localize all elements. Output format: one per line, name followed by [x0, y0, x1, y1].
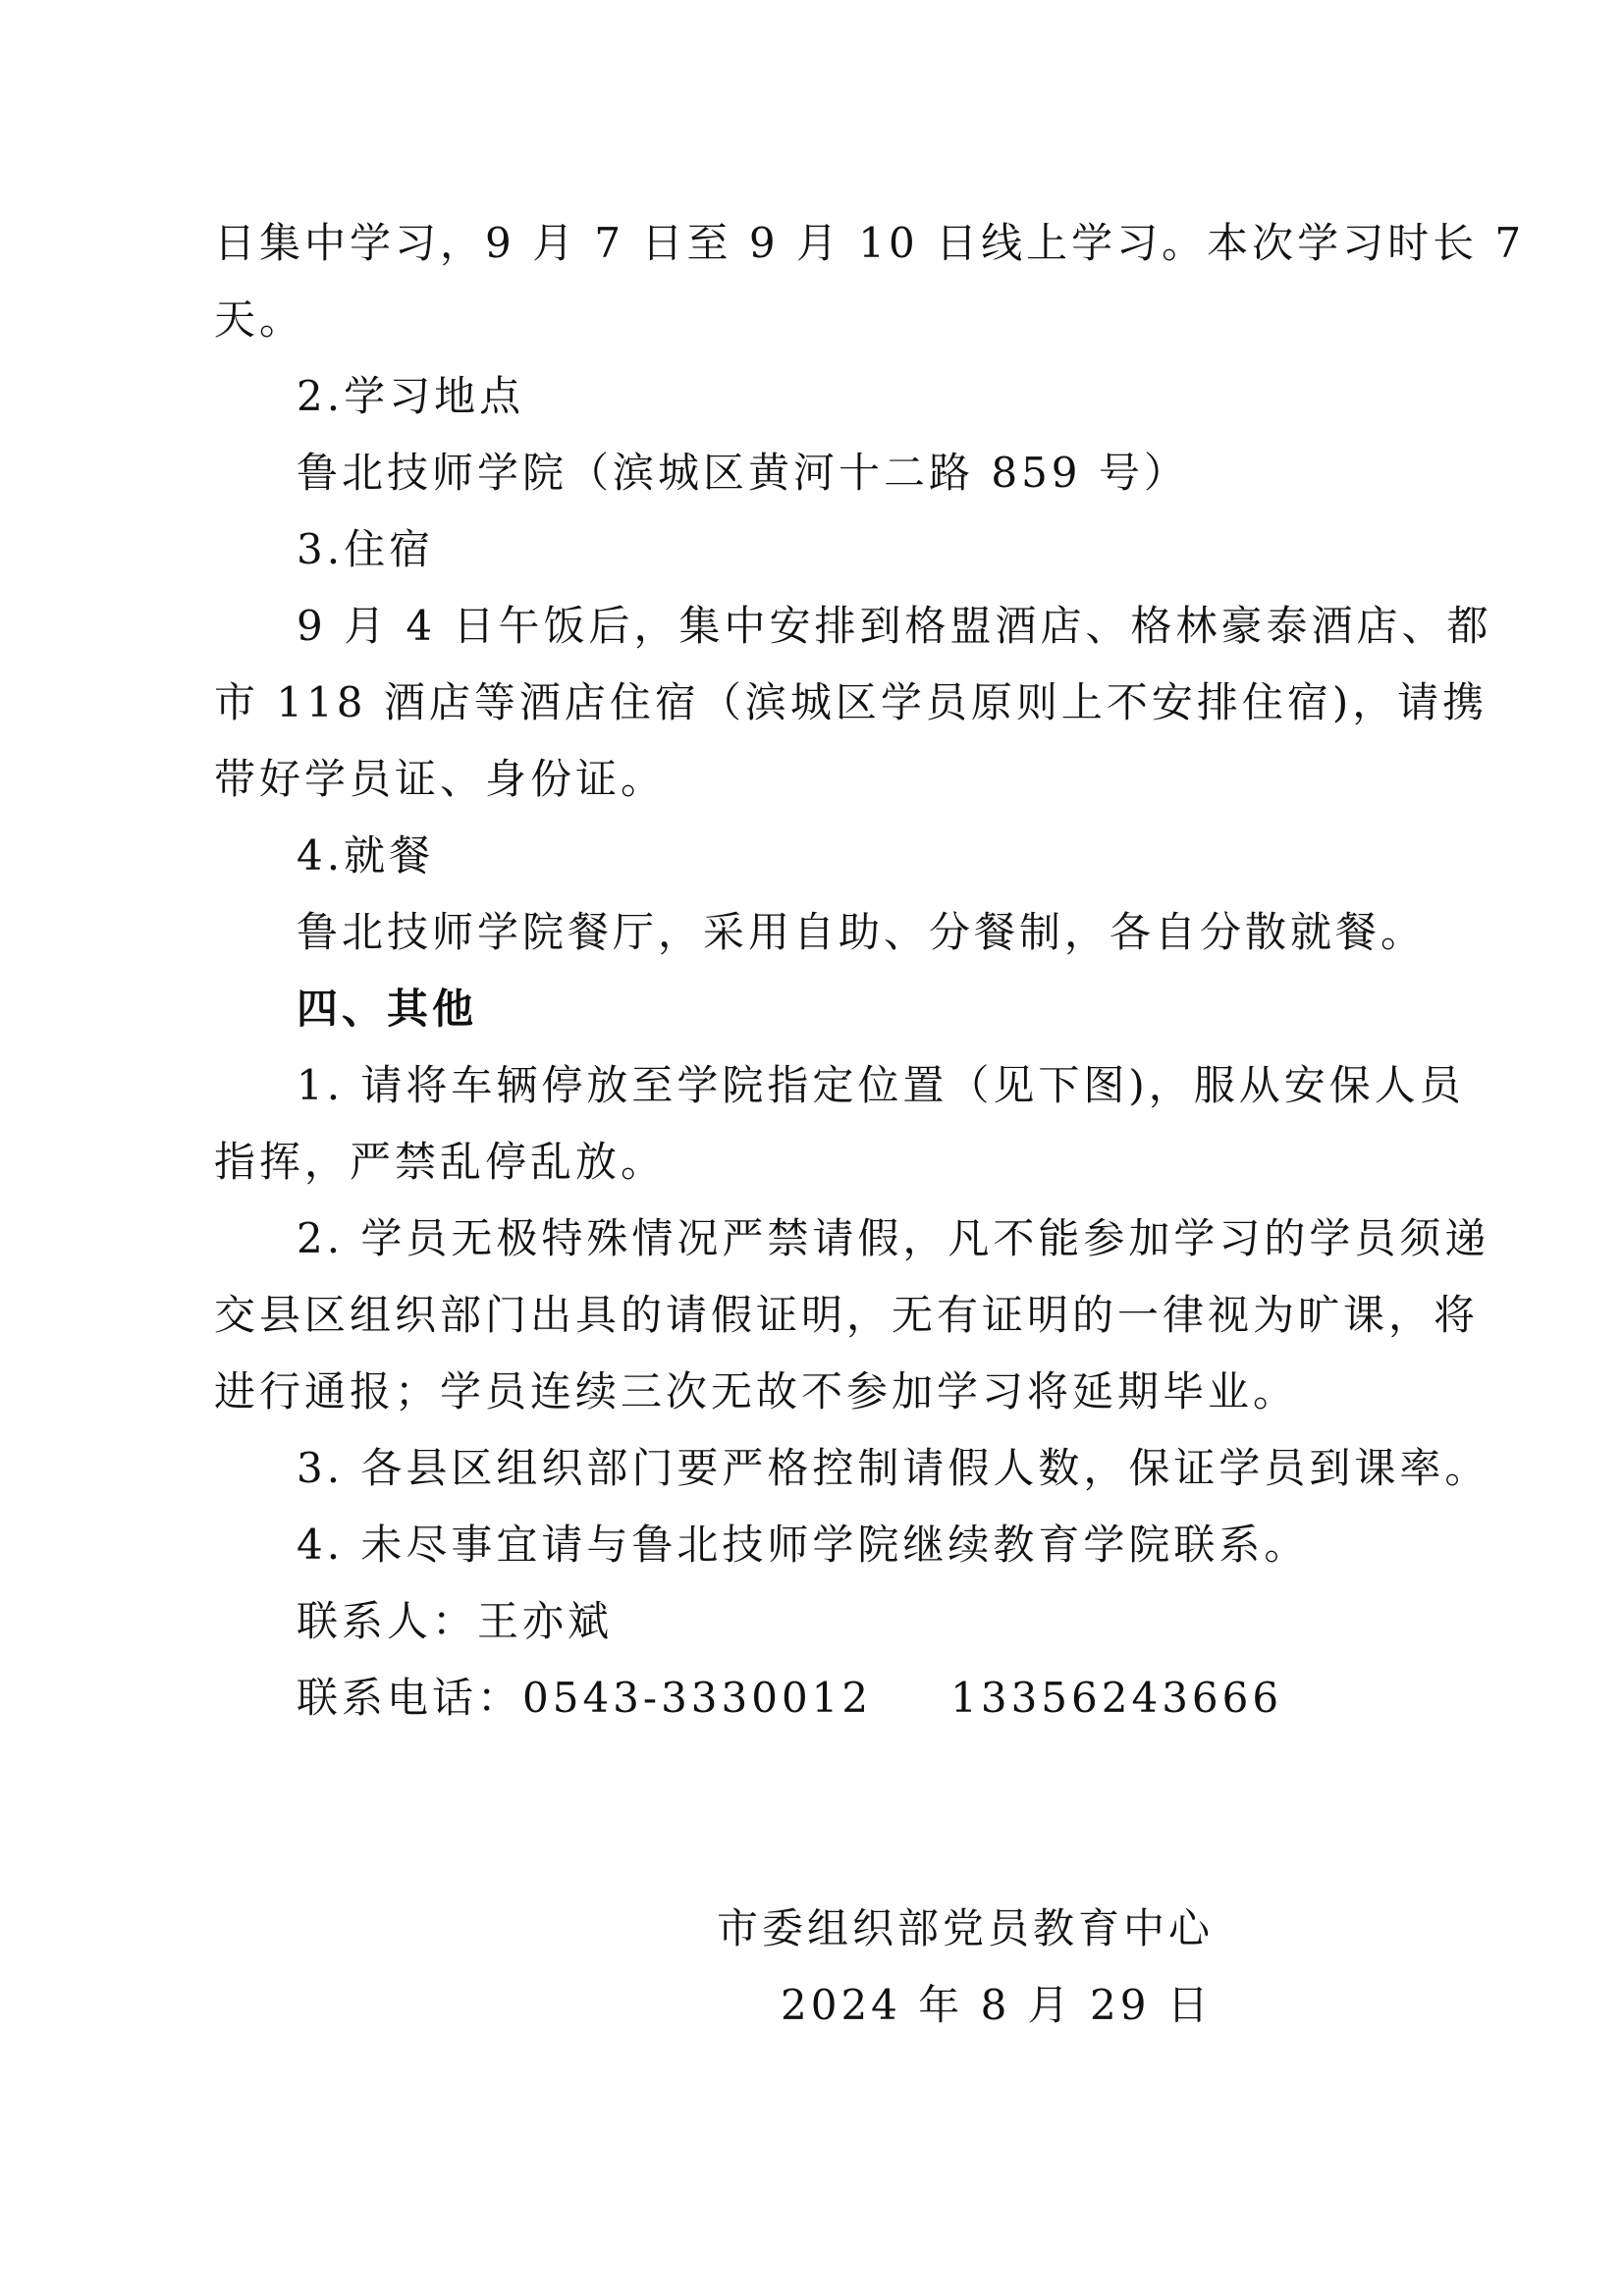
dining-text: 鲁北技师学院餐厅，采用自助、分餐制，各自分散就餐。 [297, 908, 1427, 956]
paragraph-line: 市 118 酒店等酒店住宿（滨城区学员原则上不安排住宿)，请携 [214, 678, 1489, 726]
paragraph-line: 日集中学习，9 月 7 日至 9 月 10 日线上学习。本次学习时长 7 [214, 219, 1526, 267]
paragraph-line: 进行通报；学员连续三次无故不参加学习将延期毕业。 [214, 1367, 1299, 1415]
paragraph-line: 指挥，严禁乱停乱放。 [214, 1138, 667, 1186]
location-text: 鲁北技师学院（滨城区黄河十二路 859 号） [297, 449, 1189, 497]
paragraph-line: 交县区组织部门出具的请假证明，无有证明的一律视为旷课，将 [214, 1291, 1480, 1339]
paragraph-line: 2. 学员无极特殊情况严禁请假，凡不能参加学习的学员须递 [297, 1214, 1490, 1262]
contact-phone-mobile: 13356243666 [950, 1674, 1283, 1722]
signature-org: 市委组织部党员教育中心 [717, 1904, 1215, 1952]
subheading-dining: 4.就餐 [297, 831, 435, 880]
contact-phone [297, 1669, 1504, 1728]
signature-date: 2024 年 8 月 29 日 [781, 1981, 1213, 2029]
subheading-location: 2.学习地点 [297, 372, 525, 420]
section-title-other: 四、其他 [297, 985, 478, 1033]
paragraph-line: 天。 [214, 295, 305, 344]
paragraph-line: 3. 各县区组织部门要严格控制请假人数，保证学员到课率。 [297, 1444, 1490, 1492]
paragraph-line: 1. 请将车辆停放至学院指定位置（见下图)，服从安保人员 [297, 1061, 1465, 1109]
paragraph-line: 9 月 4 日午饭后，集中安排到格盟酒店、格林豪泰酒店、都 [297, 602, 1492, 650]
subheading-lodging: 3.住宿 [297, 525, 435, 573]
contact-phone-landline: 联系电话：0543-3330012 [297, 1674, 873, 1722]
contact-person: 联系人：王亦斌 [297, 1597, 614, 1645]
paragraph-line: 4. 未尽事宜请与鲁北技师学院继续教育学院联系。 [297, 1521, 1310, 1569]
paragraph-line: 带好学员证、身份证。 [214, 755, 667, 803]
